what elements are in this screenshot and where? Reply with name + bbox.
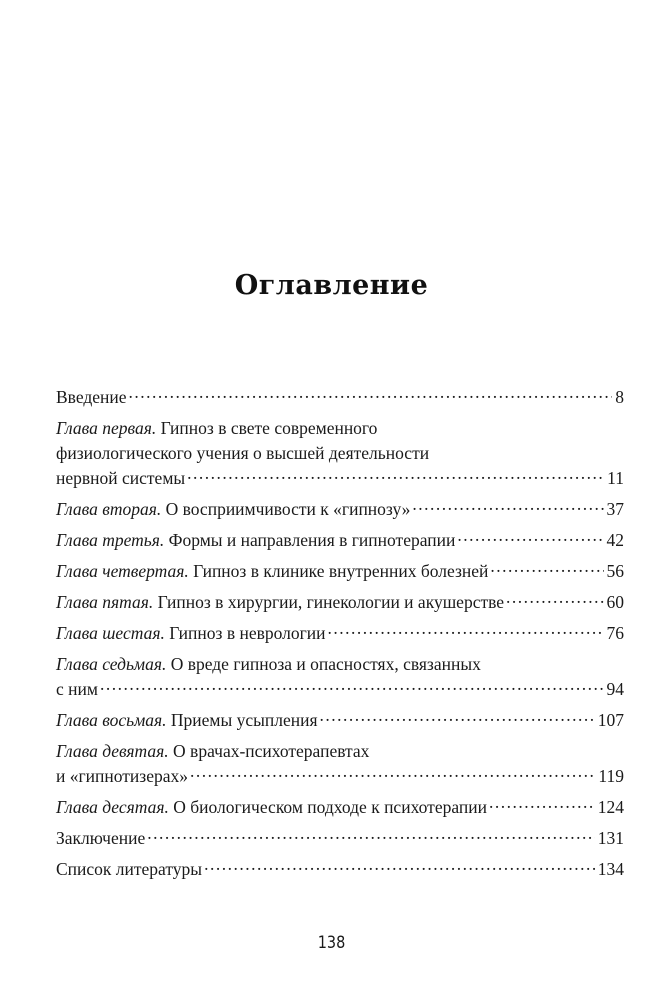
- entry-page-number: 42: [606, 530, 624, 550]
- entry-title-line: О вреде гипноза и опасностях, связанных: [170, 654, 481, 674]
- entry-page-number: 60: [606, 592, 624, 612]
- entry-title: Гипноз в хирургии, гинекологии и акушерстве: [157, 592, 505, 612]
- entry-page-number: 134: [597, 859, 624, 879]
- toc-entry-introduction[interactable]: [56, 385, 624, 410]
- toc-entry-chapter-3[interactable]: [56, 528, 624, 553]
- dot-leader: [320, 709, 595, 727]
- entry-page-number: 56: [606, 561, 624, 581]
- entry-title-line: с ним: [56, 679, 98, 699]
- dot-leader: [100, 678, 604, 696]
- entry-page-number: 8: [615, 387, 624, 407]
- chapter-label: Глава первая.: [56, 418, 157, 438]
- dot-leader: [457, 529, 603, 547]
- toc-entry-chapter-4[interactable]: [56, 559, 624, 584]
- dot-leader: [190, 765, 595, 783]
- entry-page-number: 107: [597, 710, 624, 730]
- page-title: Оглавление: [234, 270, 429, 301]
- entry-page-number: 124: [597, 797, 624, 817]
- page-number: 138: [317, 933, 346, 953]
- entry-title: Гипноз в клинике внутренних болезней: [193, 561, 489, 581]
- toc-entry-conclusion[interactable]: [56, 826, 624, 851]
- chapter-label: Глава седьмая.: [56, 654, 167, 674]
- chapter-label: Глава десятая.: [56, 797, 169, 817]
- dot-leader: [204, 858, 595, 876]
- toc-entry-chapter-9[interactable]: [56, 739, 624, 789]
- entry-title: Гипноз в неврологии: [169, 623, 326, 643]
- entry-title: Приемы усыпления: [170, 710, 318, 730]
- entry-title-line: О врачах-психотерапевтах: [173, 741, 370, 761]
- chapter-label: Глава девятая.: [56, 741, 169, 761]
- dot-leader: [506, 591, 603, 609]
- toc-entry-bibliography[interactable]: [56, 857, 624, 882]
- entry-title: Формы и направления в гипнотерапии: [168, 530, 456, 550]
- entry-title: Введение: [56, 387, 127, 407]
- toc-entry-chapter-1[interactable]: [56, 416, 624, 491]
- chapter-label: Глава пятая.: [56, 592, 154, 612]
- toc-entry-chapter-10[interactable]: [56, 795, 624, 820]
- dot-leader: [489, 796, 595, 814]
- dot-leader: [129, 386, 613, 404]
- chapter-label: Глава третья.: [56, 530, 165, 550]
- entry-page-number: 131: [597, 828, 624, 848]
- entry-title: Список литературы: [56, 859, 203, 879]
- table-of-contents: [56, 385, 624, 888]
- entry-page-number: 94: [606, 679, 624, 699]
- entry-title-line: физиологического учения о высшей деятельности: [56, 443, 430, 463]
- entry-title-line: Гипноз в свете современного: [160, 418, 378, 438]
- toc-entry-chapter-5[interactable]: [56, 590, 624, 615]
- entry-title-line: и «гипнотизерах»: [56, 766, 188, 786]
- entry-title: О восприимчивости к «гипнозу»: [165, 499, 411, 519]
- dot-leader: [147, 827, 595, 845]
- entry-title-line: нервной системы: [56, 468, 186, 488]
- entry-page-number: 37: [606, 499, 624, 519]
- chapter-label: Глава четвертая.: [56, 561, 189, 581]
- entry-title: Заключение: [56, 828, 146, 848]
- toc-entry-chapter-7[interactable]: [56, 652, 624, 702]
- toc-entry-chapter-8[interactable]: [56, 708, 624, 733]
- entry-page-number: 119: [598, 766, 624, 786]
- dot-leader: [412, 498, 603, 516]
- entry-page-number: 11: [607, 468, 624, 488]
- chapter-label: Глава шестая.: [56, 623, 165, 643]
- chapter-label: Глава восьмая.: [56, 710, 167, 730]
- entry-page-number: 76: [606, 623, 624, 643]
- dot-leader: [328, 622, 604, 640]
- chapter-label: Глава вторая.: [56, 499, 162, 519]
- toc-entry-chapter-6[interactable]: [56, 621, 624, 646]
- dot-leader: [490, 560, 603, 578]
- dot-leader: [187, 467, 604, 485]
- toc-entry-chapter-2[interactable]: [56, 497, 624, 522]
- entry-title: О биологическом подходе к психотерапии: [173, 797, 487, 817]
